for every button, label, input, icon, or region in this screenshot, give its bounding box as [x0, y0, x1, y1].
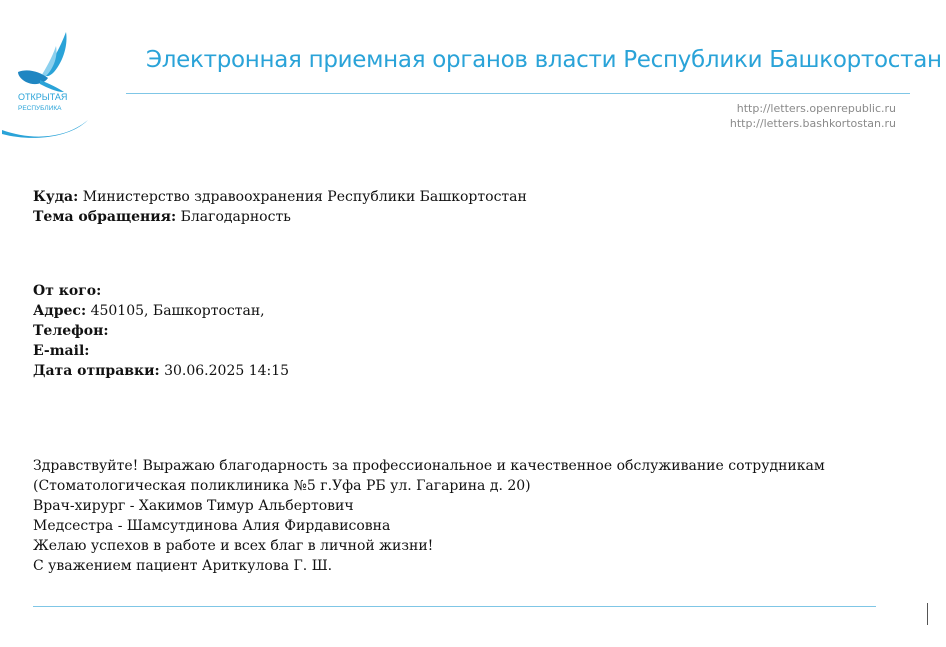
subject-row — [33, 207, 527, 227]
message-line: Здравствуйте! Выражаю благодарность за профессиональное и качественное обслуживание сотрудникам — [33, 458, 825, 474]
open-republic-logo — [0, 28, 100, 143]
logo-text-line1: ОТКРЫТАЯ — [18, 92, 68, 102]
text-cursor — [927, 603, 928, 625]
date-label: Дата отправки: — [33, 363, 160, 379]
address-value: 450105, Башкортостан, — [86, 303, 265, 319]
message-line: Врач-хирург - Хакимов Тимур Альбертович — [33, 498, 354, 514]
to-label: Куда: — [33, 189, 79, 205]
url-bashkortostan[interactable]: http://letters.bashkortostan.ru — [729, 117, 896, 130]
date-row — [33, 361, 289, 381]
date-value: 30.06.2025 14:15 — [159, 363, 290, 379]
message-line: Медсестра - Шамсутдинова Алия Фирдависовна — [33, 518, 391, 534]
header-divider — [126, 93, 910, 94]
address-row — [33, 301, 289, 321]
message-line: (Стоматологическая поликлиника №5 г.Уфа РБ ул. Гагарина д. 20) — [33, 478, 531, 494]
from-label: От кого: — [33, 283, 102, 299]
address-label: Адрес: — [33, 303, 87, 319]
phone-label: Телефон: — [33, 323, 109, 339]
subject-label: Тема обращения: — [33, 209, 177, 225]
url-openrepublic[interactable]: http://letters.openrepublic.ru — [736, 102, 896, 115]
email-label: E-mail: — [33, 343, 90, 359]
message-line: С уважением пациент Ариткулова Г. Ш. — [33, 558, 333, 574]
bird-emblem-icon — [0, 28, 100, 143]
message-body — [33, 456, 825, 576]
recipient-block — [33, 187, 527, 227]
site-title: Электронная приемная органов власти Республики Башкортостан — [146, 47, 942, 73]
phone-row — [33, 321, 289, 341]
email-row — [33, 341, 289, 361]
subject-value: Благодарность — [176, 209, 291, 225]
from-row — [33, 281, 289, 301]
sender-block — [33, 281, 289, 381]
logo-text-line2: РЕСПУБЛИКА — [18, 105, 62, 112]
footer-divider — [33, 606, 876, 607]
message-line: Желаю успехов в работе и всех благ в личной жизни! — [33, 538, 434, 554]
site-urls — [730, 101, 896, 131]
recipient-row — [33, 187, 527, 207]
to-value: Министерство здравоохранения Республики Башкортостан — [78, 189, 527, 205]
